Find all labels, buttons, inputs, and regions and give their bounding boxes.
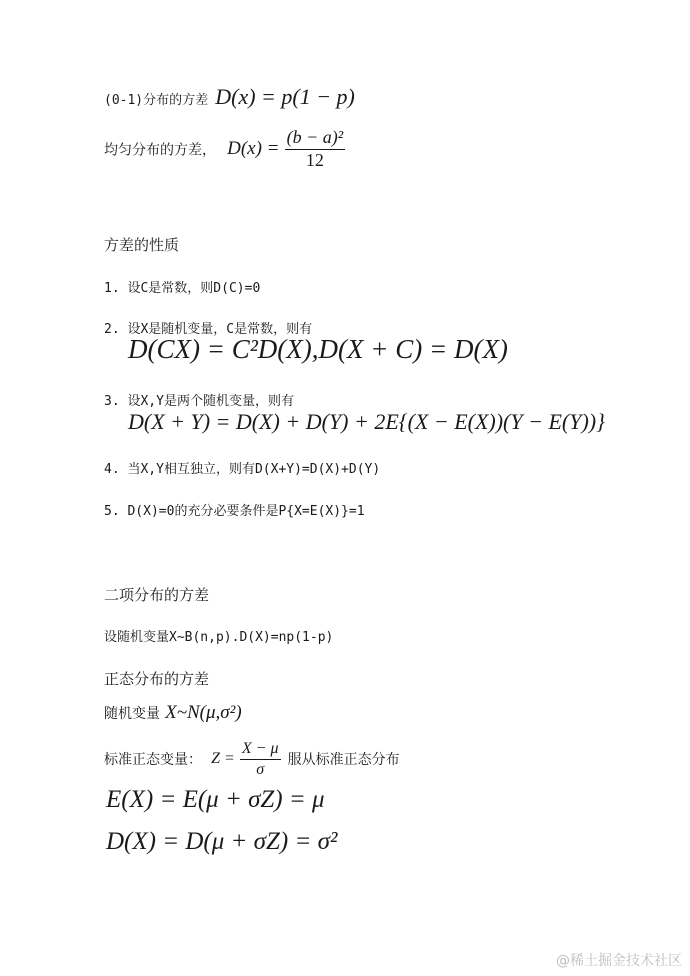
z-fraction [240, 740, 281, 778]
uniform-label: 均匀分布的方差， [104, 142, 216, 159]
uniform-numerator: (b − a)² [285, 128, 346, 150]
normal-rv-formula: X~N(μ,σ²) [165, 702, 242, 723]
property-2-formula: D(CX) = C²D(X),D(X + C) = D(X) [128, 334, 508, 364]
bernoulli-label: (0-1)分布的方差 [104, 93, 209, 108]
standard-normal-label: 标准正态变量： [104, 752, 202, 769]
normal-heading: 正态分布的方差 [104, 670, 210, 688]
z-lhs: Z = [211, 750, 235, 768]
property-3-formula: D(X + Y) = D(X) + D(Y) + 2E{(X − E(X))(Y − E(Y))} [128, 409, 605, 434]
property-2: 2. 设X是随机变量，C是常数，则有 [104, 322, 313, 337]
properties-heading: 方差的性质 [104, 236, 180, 254]
property-1: 1. 设C是常数，则D(C)=0 [104, 281, 261, 296]
watermark: @稀土掘金技术社区 [556, 953, 682, 969]
property-3: 3. 设X,Y是两个随机变量，则有 [104, 394, 294, 409]
bernoulli-line [104, 84, 355, 110]
binomial-text: 设随机变量X~B(n,p).D(X)=np(1-p) [104, 630, 334, 645]
property-4: 4. 当X,Y相互独立，则有D(X+Y)=D(X)+D(Y) [104, 462, 381, 477]
uniform-fraction [285, 128, 346, 171]
bernoulli-formula: D(x) = p(1 − p) [215, 84, 355, 109]
uniform-denominator: 12 [305, 149, 324, 170]
property-5: 5. D(X)=0的充分必要条件是P{X=E(X)}=1 [104, 504, 365, 519]
z-numerator: X − μ [240, 740, 281, 760]
standard-normal-line [104, 740, 400, 778]
standard-normal-suffix: 服从标准正态分布 [287, 752, 400, 769]
binomial-heading: 二项分布的方差 [104, 586, 210, 604]
expectation-equation: E(X) = E(μ + σZ) = μ [106, 786, 325, 813]
normal-rv-line [104, 702, 242, 724]
uniform-lhs: D(x) = [227, 138, 280, 160]
normal-rv-label: 随机变量 [104, 706, 160, 722]
z-denominator: σ [256, 760, 265, 778]
uniform-line [104, 128, 345, 171]
variance-equation: D(X) = D(μ + σZ) = σ² [106, 828, 338, 855]
